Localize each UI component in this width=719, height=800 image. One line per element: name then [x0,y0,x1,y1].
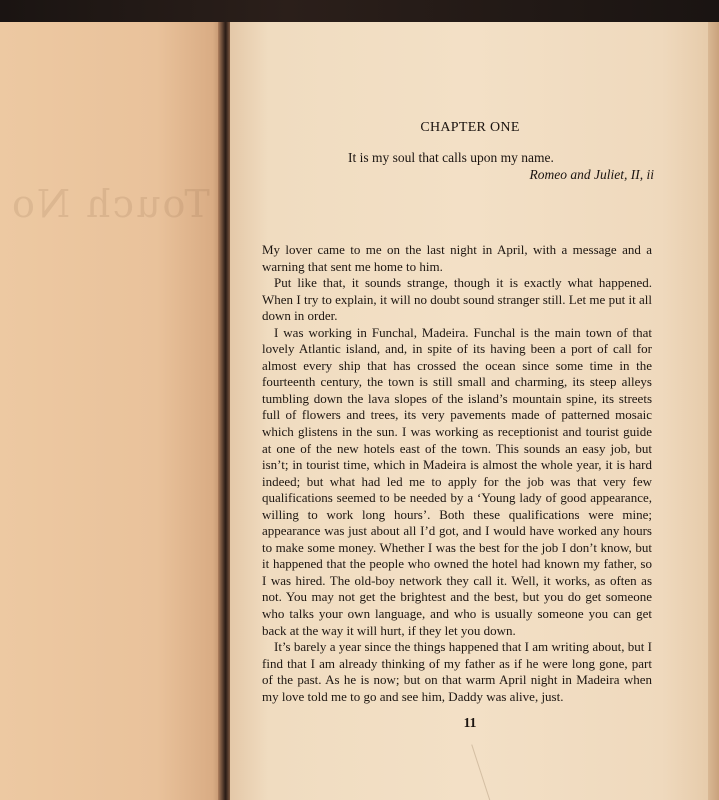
epigraph-source: Romeo and Juliet, II, ii [529,167,654,182]
paragraph-4: It’s barely a year since the things happened that I am writing about, but I find that I am already thinking of my father as if he were long gone, part of the past. As he is now; but on that warm April night in Madeira when my love told me to go and see him, Daddy was alive, just. [262,639,652,704]
paragraph-3: I was working in Funchal, Madeira. Funchal is the main town of that lovely Atlantic island, and, in spite of its having been a port of call for almost every ship that has crossed the ocean since some time in the fourteenth century, the town is still small and charming, its steep alleys tumbling down the lava slopes of the island’s mountain spine, its streets full of flowers and trees, its very pavements made of patterned mosaic which glistens in the sun. I was working as receptionist and tourist guide at one of the new hotels east of the town. This sounds an easy job, but isn’t; in tourist time, which in Madeira is almost the whole year, it is hard indeed; but what had led me to apply for the job was that very few qualifications seemed to be needed by a ‘Young lady of good appearance, willing to work long hours’. Both these qualifications were mine; appearance was just about all I’d got, and I would have worked any hours to make some money. Whether I was the best for the job I don’t know, but it happened that the people who owned the hotel had known my father, so I was hired. The old-boy network they call it. Well, it works, as often as not. You may not get the brightest and the best, but you do get someone who talks your own language, and who is usually someone you can get back at the way it will hurt, if they let you down. [262,324,652,638]
paragraph-1: My lover came to me on the last night in April, with a message and a warning that sent me home to him. [262,242,652,274]
body-text [262,242,652,705]
left-page [0,22,224,800]
page-edge [708,22,719,800]
paragraph-2: Put like that, it sounds strange, though it is exactly what happened. When I try to explain, it will no doubt sound stranger still. Let me put it all down in order. [262,275,652,324]
epigraph-quote: It is my soul that calls upon my name. [348,150,554,165]
bleed-through-text: Touch No [10,182,210,226]
chapter-title: CHAPTER ONE [420,120,520,135]
page-number: 11 [463,715,477,730]
